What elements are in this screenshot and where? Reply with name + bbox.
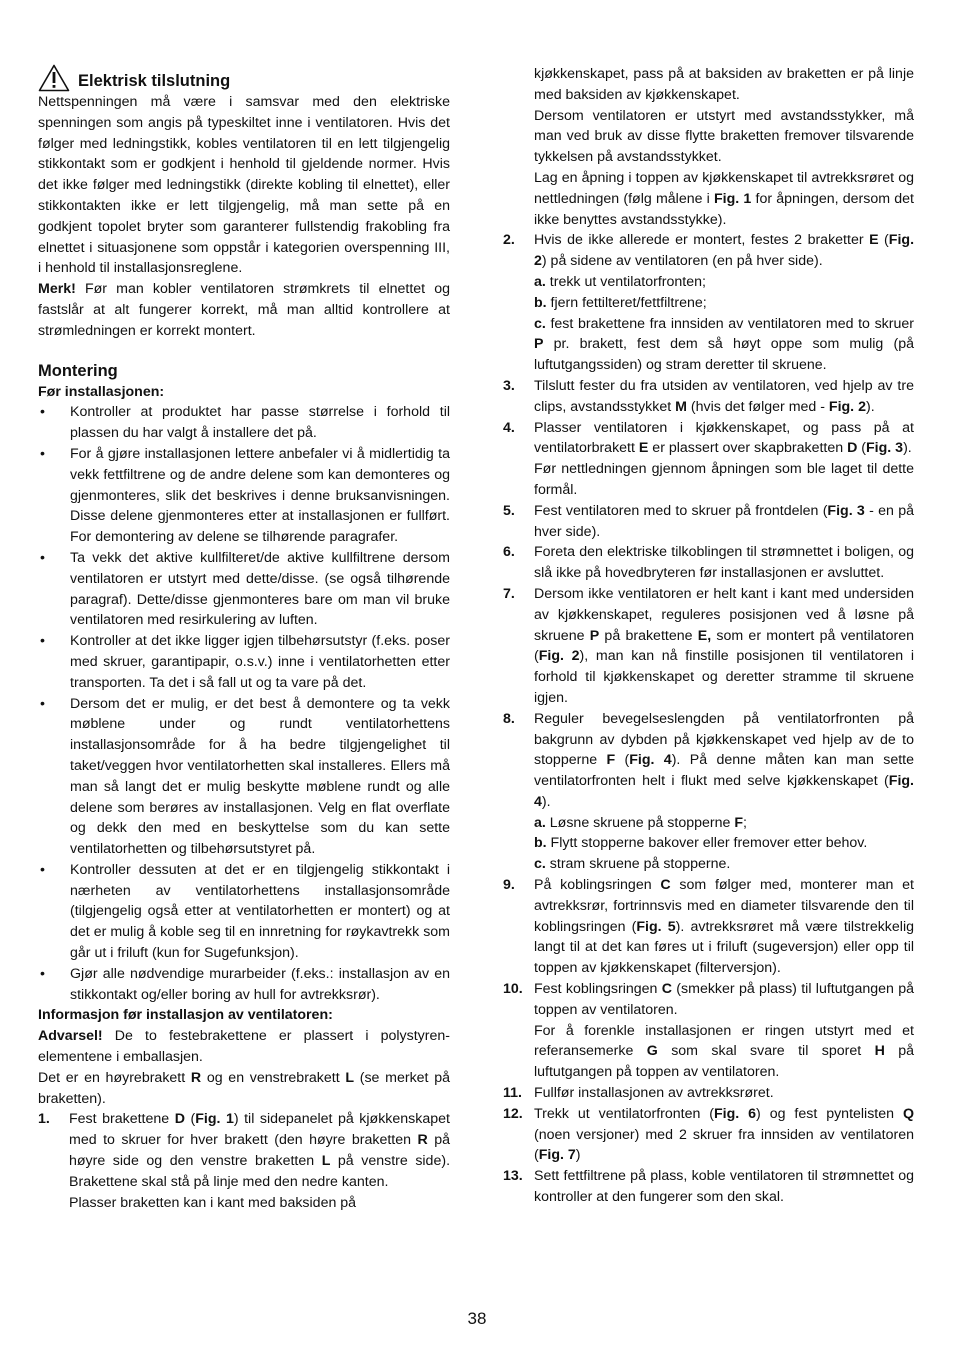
step-4: 4. Plasser ventilatoren i kjøkkenskapet, og pass på at ventilatorbrakett E er plassert over skapbraketten D (Fig. 3). Før nettledningen gjennom åpningen som ble laget til dette formål. — [503, 419, 914, 498]
bullet-icon: • — [40, 695, 45, 712]
bullet-icon: • — [40, 445, 45, 462]
list-item: • Kontroller at det ikke ligger igjen tilbehørsutstyr (f.eks. poser med skruer, garantipapir, o.s.v.) inne i ventilatorhetten etter transporten. Ta det i så fall ut og ta vare på det. — [40, 633, 450, 691]
merk-paragraph — [38, 279, 450, 341]
step-1-cont: kjøkkenskapet, pass på at baksiden av braketten er på linje med baksiden av kjøkkenskapet. Dersom ventilatoren er utstyrt med avstandsstykker, må man ved bruk av disse flytte braketten fremover tilsvarende tykkelsen på avstandsstykket. Lag en åpning i toppen av kjøkkenskapet til avtrekksrøret og nettledningen (følg målene i Fig. 1 for åpningen, dersom det ikke benyttes avstandsstykke). — [534, 66, 914, 228]
right-column — [503, 64, 914, 1208]
step-number: 7. — [503, 585, 515, 602]
step-1-continued: Plasser braketten kan i kant med baksiden på — [69, 1194, 357, 1211]
bullet-icon: • — [40, 549, 45, 566]
install-steps-right — [503, 64, 914, 1208]
step-number: 4. — [503, 419, 515, 436]
electric-title: Elektrisk tilslutning — [78, 72, 231, 90]
step-number: 11. — [503, 1085, 522, 1102]
bullet-icon: • — [40, 861, 45, 878]
step-3: 3. Tilslutt fester du fra utsiden av ventilatoren, ved hjelp av tre clips, avstandsstykket M (hvis det følger med - Fig. 2). — [503, 377, 914, 415]
step-number: 2. — [503, 232, 515, 249]
step-number: 9. — [503, 877, 515, 894]
bullet-icon: • — [40, 633, 45, 650]
list-item: • For å gjøre installasjonen lettere anbefaler vi å midlertidig ta vekk fettfiltrene og de andre delene som kan demonteres og gjenmonteres, slik det beskrives i denne bruksanvisningen. Disse delene gjenmonteres etter at installasjonen er fullført. For demontering av delene se tilhørende paragrafer. — [40, 445, 450, 546]
step-number: 10. — [503, 981, 523, 998]
brackets-paragraph: Det er en høyrebrakett R og en venstrebrakett L (se merket på braketten). — [38, 1069, 450, 1107]
page-number: 38 — [467, 1309, 487, 1328]
list-item: • Ta vekk det aktive kullfilteret/de aktive kullfiltrene dersom ventilatoren er utstyrt med dette/disse. (se også tilhørende paragraf). Dette/disse gjenmonteres bare om man vil bruke ventilatoren med resirkulering av luften. — [40, 549, 450, 629]
bullet-icon: • — [40, 965, 45, 982]
before-install-list — [38, 402, 450, 1005]
advarsel-paragraph: Advarsel! De to festebrakettene er plassert i polystyren-elementene i emballasjen. — [38, 1028, 450, 1066]
step-number: 5. — [503, 502, 515, 519]
step-number: 6. — [503, 544, 515, 561]
list-item: • Gjør alle nødvendige murarbeider (f.eks.: installasjon av en stikkontakt og/eller boring av hull for avtrekksrør). — [40, 965, 450, 1003]
electric-heading-row — [38, 64, 450, 92]
step-number: 1. — [38, 1111, 50, 1128]
merk-label: Merk! — [38, 281, 76, 298]
step-12: 12. Trekk ut ventilatorfronten (Fig. 6) og fest pyntelisten Q (noen versjoner) med 2 skruer fra innsiden av ventilatoren (Fig. 7) — [503, 1105, 914, 1164]
step-1: 1. Fest brakettene D (Fig. 1) til sidepanelet på kjøkkenskapet med to skruer for hver brakett (den høyre braketten R på høyre side og den venstre braketten L på venstre side). Brakettene skal stå på linje med den nedre kanten. Plasser braketten kan i kant med baksiden på — [38, 1109, 450, 1213]
step-8: 8. Reguler bevegelseslengden på ventilatorfronten på bakgrunn av dybden på kjøkkenskapet ved hjelp av de to stopperne F (Fig. 4). På denne måten kan man sette ventilatorfronten helt i flukt med selve kjøkkenskapet (Fig. 4). a. Løsne skruene på stopperne F; b. Flytt stopperne bakover eller fremover etter behov. c. stram skruene på stopperne. — [503, 710, 914, 873]
step-7: 7. Dersom ikke ventilatoren er helt kant i kant med undersiden av kjøkkenskapet, reguleres posisjonen ved å løsne på skruene P på brakettene E, som er montert på ventilatoren (Fig. 2), man kan nå finstille posisjonen til ventilatoren i forhold til kjøkkenskapet og deretter stramme til skruene igjen. — [503, 585, 914, 706]
montering-title: Montering — [38, 361, 118, 380]
step-9: 9. På koblingsringen C som følger med, monterer man et avtrekksrør, fortrinnsvis med en diameter tilsvarende den til koblingsringen (Fig. 5). avtrekksrøret må være tilstrekkelig langt til at det kan føres ut i friluft (sugeversjon) eller opp til toppen av kjøkkenskapet (filterversjon). — [503, 877, 914, 977]
step-number: 3. — [503, 377, 515, 394]
step-5: 5. Fest ventilatoren med to skruer på frontdelen (Fig. 3 - en på hver side). — [503, 502, 914, 540]
bullet-icon: • — [40, 404, 45, 421]
info-title: Informasjon før installasjon av ventilatoren: — [38, 1007, 333, 1024]
step-11: 11. Fullfør installasjonen av avtrekksrøret. — [503, 1083, 914, 1104]
left-column — [38, 64, 450, 1213]
before-install-title: Før installasjonen: — [38, 383, 165, 400]
list-item: • Dersom det er mulig, er det best å demontere og ta vekk møblene under og rundt ventilatorhettens installasjonsområde for å ha bedre tilgjengelighet til taket/veggen hvor ventilatorhetten skal installeres. Ellers må man så langt det er mulig beskytte møblene rundt og alle delene som berøres av installasjonen. Velg en flat overflate og dekk den med en beskyttelse som du kan sette ventilatorhetten og tilbehørsutstyret på. — [40, 695, 450, 858]
step-6: 6. Foreta den elektriske tilkoblingen til strømnettet i boligen, og slå ikke på hovedbryteren før installasjonen er avsluttet. — [503, 544, 914, 582]
install-steps-left — [38, 1109, 450, 1213]
step-13: 13. Sett fettfiltrene på plass, koble ventilatoren til strømnettet og kontroller at den fungerer som den skal. — [503, 1168, 914, 1206]
step-number: 8. — [503, 710, 515, 727]
merk-text: Før man kobler ventilatoren strømkrets til elnettet og fastslår at alt fungerer korrekt, må man alltid kontrollere at strømledningen er korrekt montert. — [38, 281, 450, 339]
step-number: 13. — [503, 1168, 523, 1185]
advarsel-label: Advarsel! — [38, 1028, 103, 1045]
warning-triangle-icon — [38, 64, 70, 92]
step-2: 2. Hvis de ikke allerede er montert, festes 2 braketter E (Fig. 2) på sidene av ventilatoren (en på hver side). a. trekk ut ventilatorfronten; b. fjern fettilteret/fettfiltrene; c. fest brakettene fra innsiden av ventilatoren med to skruer P pr. brakett, fest dem så høyt oppe som mulig (på luftutgangssiden) og stram deretter til skruene. — [503, 232, 915, 374]
step-10: 10. Fest koblingsringen C (smekker på plass) til luftutgangen på toppen av ventilatoren. For å forenkle installasjonen er ringen utstyrt med et referansemerke G som skal svare til sporet H på luftutgangen på toppen av ventilatoren. — [503, 981, 915, 1081]
step-number: 12. — [503, 1105, 523, 1122]
list-item: • Kontroller at produktet har passe størrelse i forhold til plassen du har valgt å installere det på. — [40, 404, 450, 442]
list-item: • Kontroller dessuten at det er en tilgjengelig stikkontakt i nærheten av ventilatorhettens installasjonsområde (tilgjengelig også etter at ventilatorhetten er montert) og at det er mulig å koble seg til en innretning for røykavtrekk som går ut i friluft (kun for Sugefunksjon). — [40, 861, 450, 962]
electric-paragraph: Nettspenningen må være i samsvar med den elektriske spenningen som angis på typeskiltet inne i ventilatoren. Hvis det følger med ledningstikk, kobles ventilatoren til en lett tilgjengelig stikkontakt som er godkjent i henhold til gjeldende normer. Hvis det ikke følger med ledningstikk (direkte kobling til elnettet), eller stikkontakten ikke er lett tilgjengelig, må man sette på en godkjent topolet bryter som garanterer fullstendig frakobling fra elnettet i situasjonene som oppstår i kategorien overspenning III, i henhold til installasjonsreglene. — [38, 94, 450, 277]
